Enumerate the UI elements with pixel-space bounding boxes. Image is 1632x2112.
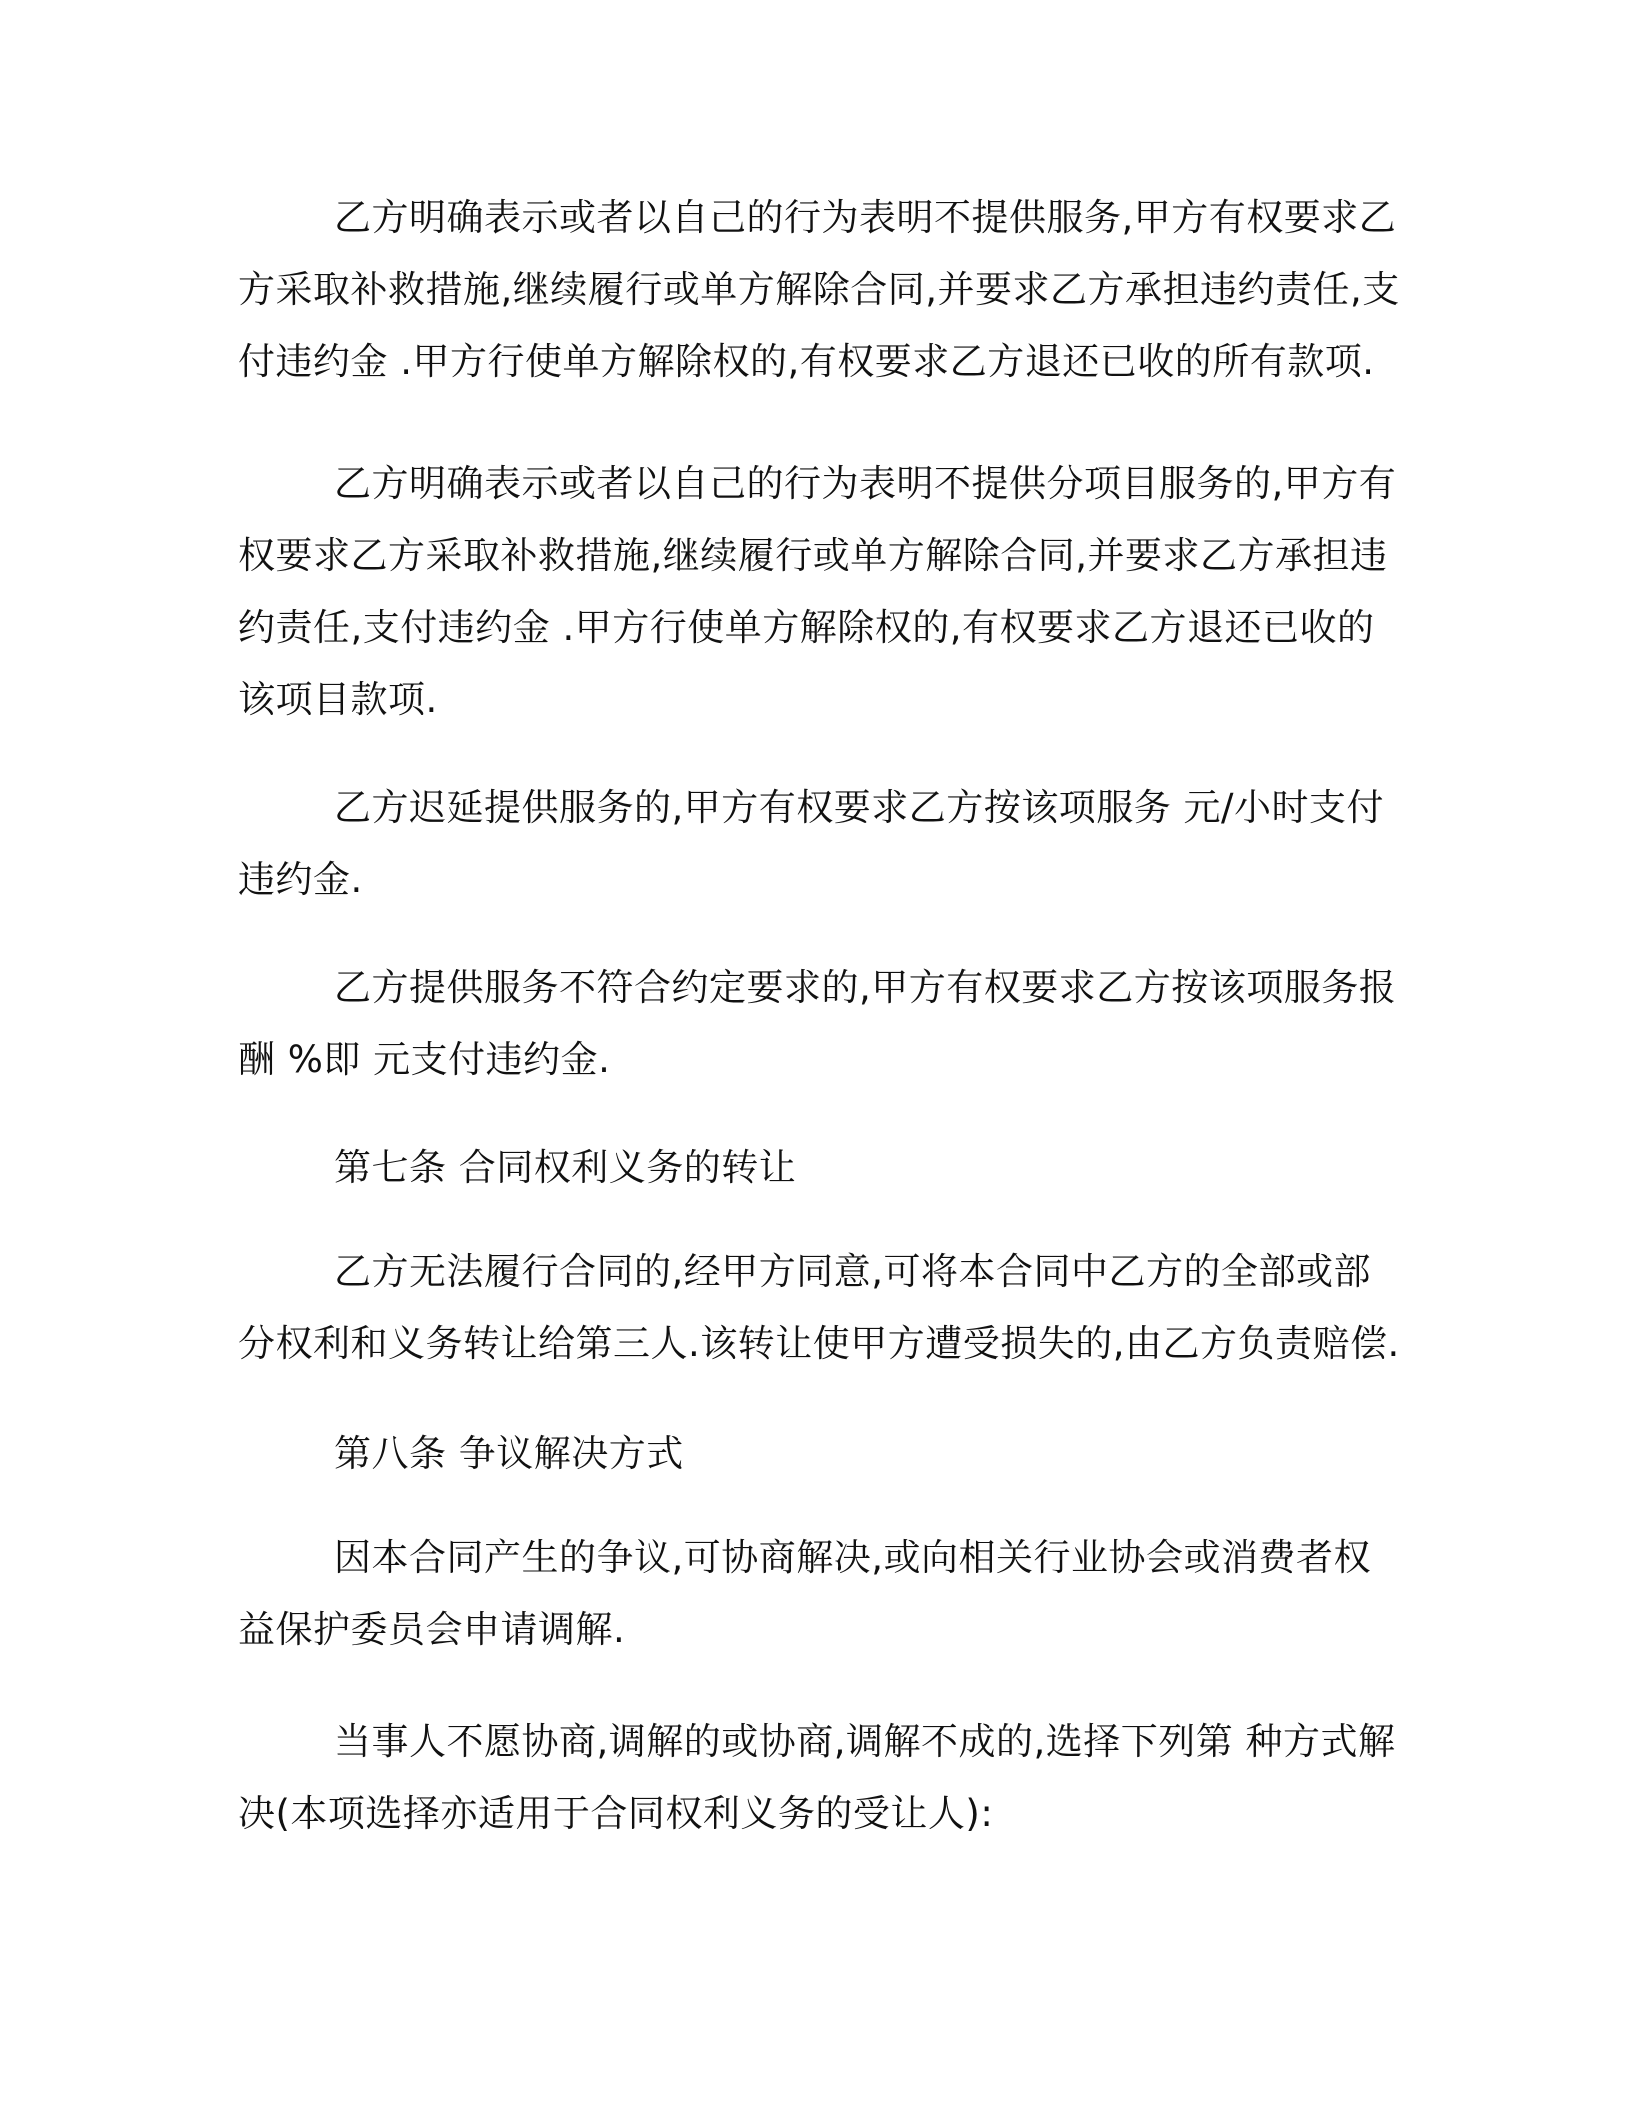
paragraph-nonconforming-service: 乙方提供服务不符合约定要求的,甲方有权要求乙方按该项服务报酬 %即 元支付违约金. xyxy=(238,966,1397,1081)
article-8-mediation-paragraph: 因本合同产生的争议,可协商解决,或向相关行业协会或消费者权益保护委员会申请调解. xyxy=(238,1536,1372,1651)
paragraph-refusal-of-service: 乙方明确表示或者以自己的行为表明不提供服务,甲方有权要求乙方采取补救措施,继续履行或单方解除合同,并要求乙方承担违约责任,支付违约金 .甲方行使单方解除权的,有权要求乙方退还已收的所有款项. xyxy=(238,196,1400,383)
paragraph-refusal-of-sub-item-service: 乙方明确表示或者以自己的行为表明不提供分项目服务的,甲方有权要求乙方采取补救措施,继续履行或单方解除合同,并要求乙方承担违约责任,支付违约金 .甲方行使单方解除权的,有权要求乙方退还已收的该项目款项. xyxy=(238,462,1397,721)
article-7-body: 乙方无法履行合同的,经甲方同意,可将本合同中乙方的全部或部分权利和义务转让给第三人.该转让使甲方遭受损失的,由乙方负责赔偿. xyxy=(238,1250,1400,1365)
article-8-resolution-paragraph: 当事人不愿协商,调解的或协商,调解不成的,选择下列第 种方式解决(本项选择亦适用于合同权利义务的受让人): xyxy=(238,1720,1396,1835)
paragraph-delayed-service: 乙方迟延提供服务的,甲方有权要求乙方按该项服务 元/小时支付违约金. xyxy=(238,786,1384,901)
article-8-heading: 第八条 争议解决方式 xyxy=(334,1432,684,1475)
article-7-heading: 第七条 合同权利义务的转让 xyxy=(334,1146,797,1189)
